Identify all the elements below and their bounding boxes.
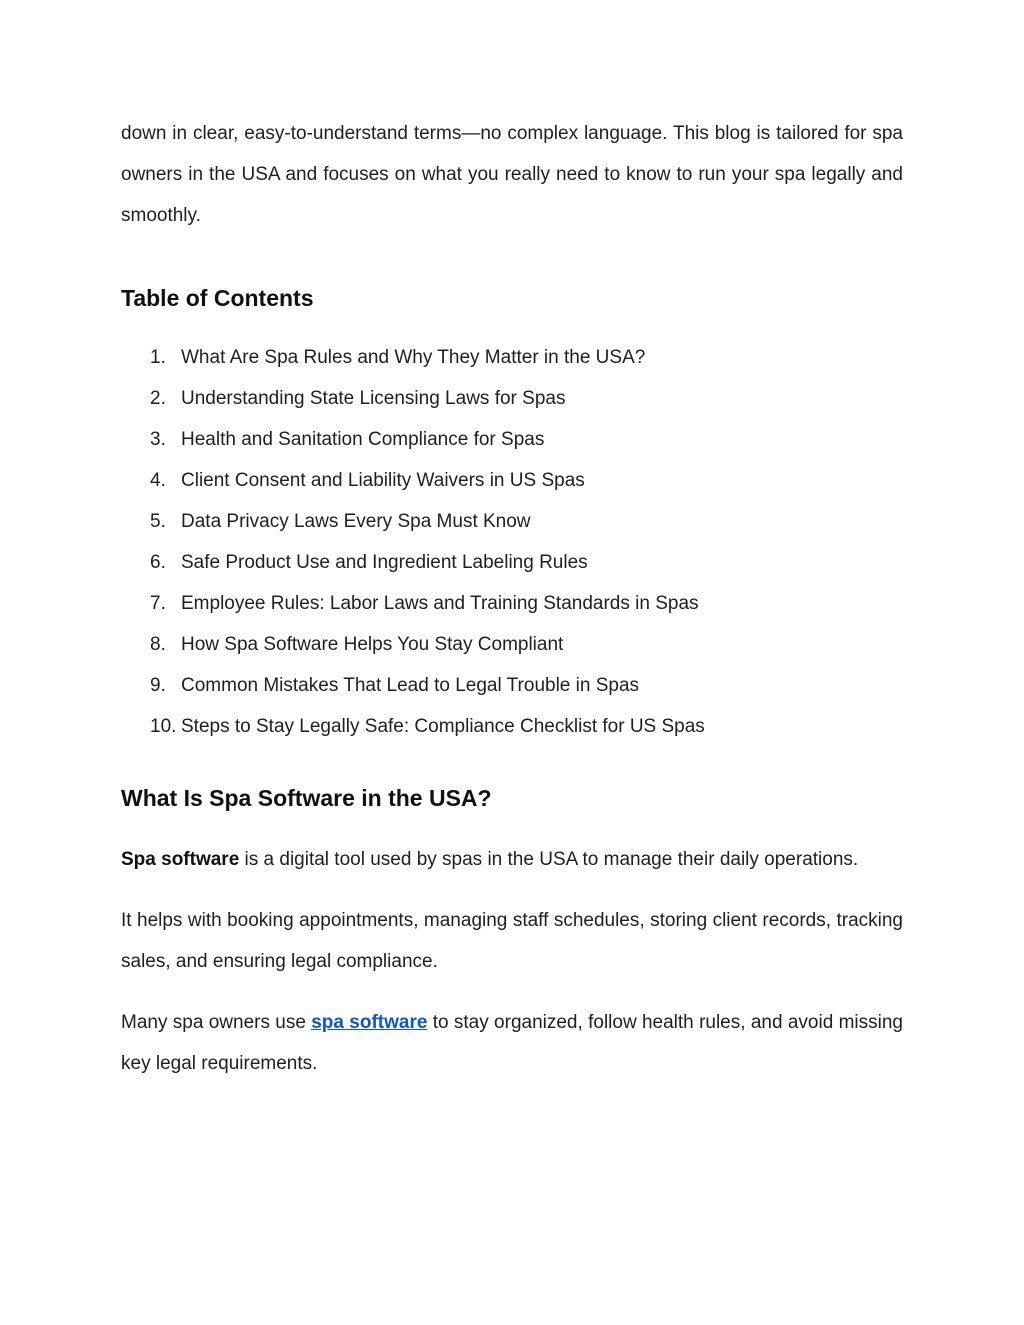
toc-item-label: Data Privacy Laws Every Spa Must Know	[181, 511, 531, 532]
toc-item-number: 2.	[150, 388, 166, 409]
toc-item	[121, 501, 903, 542]
definition-paragraph	[121, 839, 903, 880]
toc-item-number: 8.	[150, 634, 166, 655]
toc-item-number: 1.	[150, 347, 166, 368]
intro-paragraph: down in clear, easy-to-understand terms—no complex language. This blog is tailored for spa owners in the USA and focuses on what you really need to know to run your spa legally and smoothly.	[121, 123, 903, 226]
toc-item	[121, 706, 903, 747]
bold-term: Spa software	[121, 849, 240, 870]
features-paragraph: It helps with booking appointments, managing staff schedules, storing client records, tracking sales, and ensuring legal compliance.	[121, 910, 903, 972]
toc-item	[121, 583, 903, 624]
toc-item-label: How Spa Software Helps You Stay Compliant	[181, 634, 564, 655]
toc-item	[121, 337, 903, 378]
toc-item	[121, 419, 903, 460]
toc-item-label: Health and Sanitation Compliance for Spas	[181, 429, 545, 450]
toc-item-label: Safe Product Use and Ingredient Labeling Rules	[181, 552, 588, 573]
toc-item-label: Steps to Stay Legally Safe: Compliance Checklist for US Spas	[181, 716, 705, 737]
toc-item	[121, 624, 903, 665]
toc-item-number: 7.	[150, 593, 166, 614]
toc-item	[121, 460, 903, 501]
toc-item	[121, 378, 903, 419]
definition-text: is a digital tool used by spas in the USA to manage their daily operations.	[239, 849, 859, 870]
usage-paragraph	[121, 1002, 903, 1084]
toc-item-number: 6.	[150, 552, 166, 573]
toc-item-label: Common Mistakes That Lead to Legal Trouble in Spas	[181, 675, 640, 696]
toc-item	[121, 665, 903, 706]
toc-item-number: 3.	[150, 429, 166, 450]
toc-item-label: Employee Rules: Labor Laws and Training Standards in Spas	[181, 593, 699, 614]
toc-item-number: 10.	[150, 716, 177, 737]
spa-software-link[interactable]: spa software	[311, 1012, 428, 1033]
usage-text-after: to stay organized, follow health rules, and avoid missing key legal requirements.	[121, 1012, 903, 1074]
usage-text-before: Many spa owners use	[121, 1012, 312, 1033]
toc-item-number: 4.	[150, 470, 166, 491]
table-of-contents	[121, 337, 903, 747]
toc-item-number: 9.	[150, 675, 166, 696]
toc-heading: Table of Contents	[121, 285, 314, 311]
toc-item-number: 5.	[150, 511, 166, 532]
document-page	[121, 113, 903, 1104]
toc-item-label: Understanding State Licensing Laws for Spas	[181, 388, 566, 409]
toc-item-label: Client Consent and Liability Waivers in US Spas	[181, 470, 585, 491]
section-heading: What Is Spa Software in the USA?	[121, 785, 492, 811]
toc-item-label: What Are Spa Rules and Why They Matter in the USA?	[181, 347, 646, 368]
toc-item	[121, 542, 903, 583]
